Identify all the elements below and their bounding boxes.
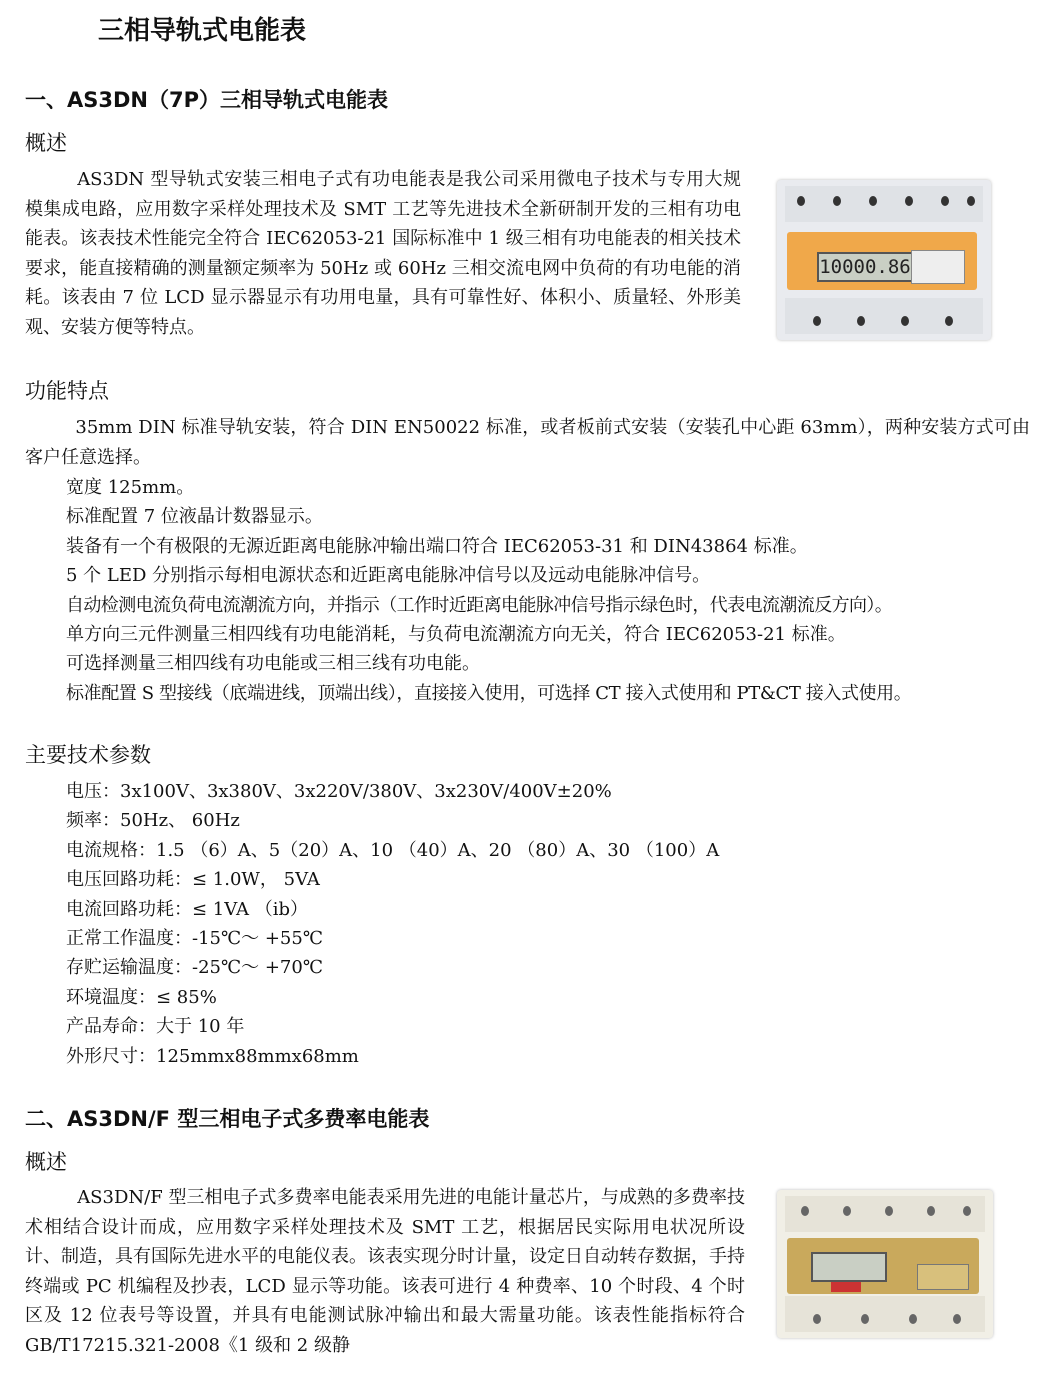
param-item: 存贮运输温度：-25℃～ +70℃ <box>66 957 323 979</box>
page-title: 三相导轨式电能表 <box>98 16 307 46</box>
overview-text: AS3DN 型导轨式安装三相电子式有功电能表是我公司采用微电子技术与专用大规模集成电路，应用数字采样处理技术及 SMT 工艺等先进技术全新研制开发的三相有功电能表。该表技术性能完全符合 IEC62053-21 国际标准中 1 级三相有功电能表的相关技术要求，能直接精确的测量额定频率为 50Hz 或 60Hz 三相交流电网中负荷的有功电能的消耗。该表由 7 位 LCD 显示器显示有功用电量，具有可靠性好、体积小、质量轻、外形美观、安装方便等特点。 <box>25 169 741 338</box>
features-intro <box>25 413 1030 472</box>
param-item: 电压：3x100V、3x380V、3x220V/380V、3x230V/400V±20% <box>66 781 612 802</box>
params-heading: 主要技术参数 <box>25 743 151 767</box>
param-item: 电流规格：1.5 （6）A、5（20）A、10 （40）A、20 （80）A、30 （100）A <box>66 839 720 861</box>
feature-item: 标准配置 S 型接线（底端进线，顶端出线），直接接入使用，可选择 CT 接入式使用和 PT&CT 接入式使用。 <box>66 682 912 704</box>
param-item: 正常工作温度：-15℃～ +55℃ <box>66 928 323 950</box>
section2-heading: 二、AS3DN/F 型三相电子式多费率电能表 <box>25 1107 430 1131</box>
section2-overview-heading: 概述 <box>25 1150 67 1174</box>
param-item: 电压回路功耗：≤ 1.0W， 5VA <box>66 869 320 891</box>
param-item: 外形尺寸：125mmx88mmx68mm <box>66 1045 359 1067</box>
features-heading: 功能特点 <box>25 379 109 403</box>
meter-lcd: 10000.86 <box>817 252 913 282</box>
meter-face <box>787 232 977 290</box>
params-list <box>66 777 719 1071</box>
section1-overview-heading: 概述 <box>25 131 67 155</box>
feature-item: 自动检测电流负荷电流潮流方向，并指示（工作时近距离电能脉冲信号指示绿色时，代表电流潮流反方向）。 <box>66 594 893 616</box>
param-item: 电流回路功耗：≤ 1VA （ib） <box>66 898 309 920</box>
features-intro-text: 35mm DIN 标准导轨安装，符合 DIN EN50022 标准，或者板前式安装（安装孔中心距 63mm），两种安装方式可由客户任意选择。 <box>25 417 1030 468</box>
param-item: 频率：50Hz、 60Hz <box>66 810 240 832</box>
feature-item: 5 个 LED 分别指示每相电源状态和近距离电能脉冲信号以及远动电能脉冲信号。 <box>66 565 711 587</box>
param-item: 产品寿命：大于 10 年 <box>66 1016 245 1038</box>
param-item: 环境温度：≤ 85% <box>66 986 217 1008</box>
feature-item: 单方向三元件测量三相四线有功电能消耗，与负荷电流潮流方向无关，符合 IEC62053-21 标准。 <box>66 624 846 646</box>
section1-overview <box>25 165 741 342</box>
section1-heading: 一、AS3DN（7P）三相导轨式电能表 <box>25 88 388 112</box>
section2-overview <box>25 1183 745 1363</box>
feature-item: 可选择测量三相四线有功电能或三相三线有功电能。 <box>66 653 480 675</box>
meter-image-as3dn-f <box>777 1190 993 1338</box>
meter-image-as3dn <box>777 180 991 340</box>
feature-item: 标准配置 7 位液晶计数器显示。 <box>66 506 323 528</box>
feature-item: 装备有一个有极限的无源近距离电能脉冲输出端口符合 IEC62053-31 和 DIN43864 标准。 <box>66 535 808 557</box>
overview-text: AS3DN/F 型三相电子式多费率电能表采用先进的电能计量芯片，与成熟的多费率技术相结合设计而成，应用数字采样处理技术及 SMT 工艺，根据居民实际用电状况所设计、制造，具有国际先进水平的电能仪表。该表实现分时计量，设定日自动转存数据，手持终端或 PC 机编程及抄表，LCD 显示等功能。该表可进行 4 种费率、10 个时段、4 个时区及 12 位表号等设置，并具有电能测试脉冲输出和最大需量功能。该表性能指标符合 GB/T17215.321-2008《1 级和 2 级静 <box>25 1187 745 1356</box>
features-list <box>66 473 911 708</box>
feature-item: 宽度 125mm。 <box>66 477 195 498</box>
meter-face <box>787 1238 979 1294</box>
